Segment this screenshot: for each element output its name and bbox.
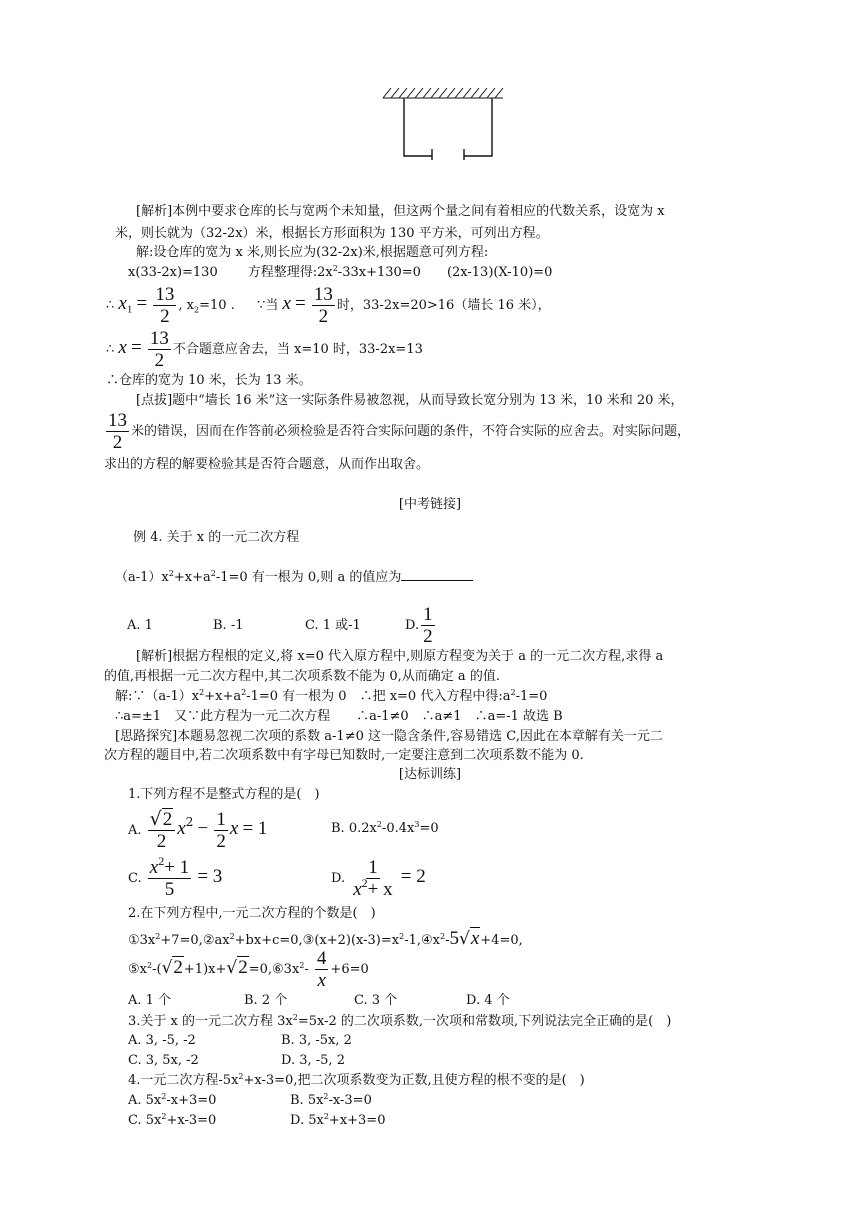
q3-options-row-2 — [128, 1052, 345, 1070]
answer-blank — [401, 566, 473, 581]
option-c: C. 3 个 — [354, 993, 398, 1008]
example4-thinking-2: 次方程的题目中,若二次项系数中有字母已知数时,一定要注意到二次项系数不能为 0. — [104, 748, 584, 763]
option-c: C. 1 或-1 — [305, 618, 361, 633]
option-d: D. $5x^2+x+3=0$ — [290, 1112, 386, 1128]
fraction-13-over-2: $\frac{13}{2}$ — [108, 410, 127, 453]
fraction-13-over-2: $\frac{13}{2}$ — [313, 284, 333, 327]
option-b: B. -1 — [213, 618, 244, 633]
option-c: C. $5x^2+x-3=0$ — [128, 1112, 217, 1128]
q1-option-d: D. $\frac{1}{x^2+ x}$ = 2 — [331, 857, 426, 900]
option-c: C. 3, 5x, -2 — [128, 1053, 199, 1068]
example4-title: 例 4. 关于 x 的一元二次方程 — [133, 530, 300, 545]
option-a: A. 3, -5, -2 — [128, 1033, 196, 1048]
solution-line-1: 解:设仓库的宽为 x 米,则长应为(32-2x)米,根据题意可列方程: — [136, 245, 489, 260]
equation-original: x(33-2x)=130 — [128, 265, 218, 280]
option-d: D. — [405, 618, 420, 633]
option-b: B. 3, -5x, 2 — [281, 1033, 352, 1048]
fraction-13-over-2: $\frac{13}{2}$ — [155, 284, 175, 327]
option-a: A. 1 个 — [128, 993, 172, 1008]
tip-line-1: [点拔]题中“墙长 16 米”这一实际条件易被忽视，从而导致长宽分别为 13 米，10 米和 20 米， — [136, 393, 684, 408]
equation-factored: (2x-13)(X-10)=0 — [446, 265, 553, 280]
fraction-1-over-2: $\frac{1}{2}$ — [423, 604, 433, 647]
fraction-13-over-2: $\frac{13}{2}$ — [149, 328, 169, 371]
q1-stem: 1.下列方程不是整式方程的是( ) — [128, 787, 320, 802]
q2-equations-line-2: $⑤x^2-(√2+1)x+√2=0,⑥3x^2-$ $\frac{4}{x}$ +6=0 — [128, 948, 369, 991]
option-d: D. 3, -5, 2 — [281, 1053, 345, 1068]
option-d: D. 4 个 — [466, 993, 510, 1008]
reject-line: ∴ x = $\frac{13}{2}$ 不合题意应舍去，当 x=10 时，33-2x=13 — [106, 328, 423, 371]
q2-options — [128, 992, 510, 1010]
q4-stem: 4.一元二次方程$-5x^2+x-3=0$,把二次项系数变为正数,且使方程的根不变的是( ) — [128, 1072, 585, 1088]
q3-stem: 3.关于 x 的一元二次方程 $3x^2=5x-2$ 的二次项系数,一次项和常数项,下列说法完全正确的是( ) — [128, 1013, 672, 1029]
option-b: B. 2 个 — [244, 993, 288, 1008]
q1-option-b: B. $0.2x^2-0.4x^3=0$ — [331, 820, 439, 836]
solution-line-2: x(33-2x)=130 方程整理得$:2x^2-33x+130=0$ (2x-13)(X-10)=0 — [128, 264, 553, 280]
q4-options-row-1 — [128, 1092, 372, 1110]
tip-line-2: $\frac{13}{2}$ 米的错误，因而在作答前必须检验是否符合实际问题的条件，不符合实际的应舍去。对实际问题， — [108, 410, 691, 453]
q1-option-c: C. $\frac{x^2+ 1}{5}$ = 3 — [128, 854, 223, 900]
q3-options-row-1 — [128, 1032, 352, 1050]
wall-hatching — [383, 88, 503, 98]
option-b: B. $5x^2-x-3=0$ — [290, 1092, 372, 1108]
example4-solution-1: 解$:\because(a-1)x^2+x+a^2-1=0$ 有一根为 0 ∴把 x=0 代入方程中得$:a^2-1=0$ — [115, 688, 548, 704]
section-heading-link: [中考链接] — [398, 497, 462, 512]
warehouse-diagram — [378, 84, 508, 160]
equation-arranged: 方程整理得:2x — [247, 265, 333, 280]
option-a: A. $5x^2-x+3=0$ — [128, 1092, 217, 1108]
q2-stem: 2.在下列方程中,一元二次方程的个数是( ) — [128, 906, 376, 921]
option-a: A. 1 — [127, 618, 153, 633]
example4-analysis-1: [解析]根据方程根的定义,将 x=0 代入原方程中,则原方程变为关于 a 的一元二次方程,求得 a — [136, 649, 664, 664]
analysis-line-2: 米，则长就为（32-2x）米，根据长方形面积为 130 平方米，可列出方程。 — [115, 226, 549, 241]
example4-options — [127, 604, 437, 647]
example4-solution-2: ∴a=±1 又∵此方程为一元二次方程 ∴a-1≠0 ∴a≠1 ∴a=-1 故选 B — [115, 709, 563, 724]
example4-analysis-2: 的值,再根据一元二次方程中,其二次项系数不能为 0,从而确定 a 的值. — [104, 669, 500, 684]
example4-question: $(a-1)x^2+x+a^2-1=0$ 有一根为 0,则 a 的值应为 — [115, 566, 473, 587]
q2-equations-line-1: $①3x^2+7=0,②ax^2+bx+c=0,③(x+2)(x-3)=x^2-1,④x^2-5√x+4=0$, — [128, 928, 523, 949]
warehouse-outline — [404, 98, 492, 160]
analysis-line-1: [解析]本例中要求仓库的长与宽两个未知量，但这两个量之间有着相应的代数关系，设宽为 x — [136, 204, 665, 219]
section-heading-train: [达标训练] — [398, 767, 462, 782]
example4-thinking-1: [思路探究]本题易忽视二次项的系数 a-1≠0 这一隐含条件,容易错选 C,因此在本章解有关一元二 — [115, 729, 663, 744]
q1-option-a: A. $\frac{√2}{2}$ $x^2$ − $\frac{1}{2}$ x = 1 — [128, 808, 268, 852]
tip-line-3: 求出的方程的解要检验其是否符合题意，从而作出取舍。 — [104, 457, 430, 472]
conclusion-line: ∴仓库的宽为 10 米，长为 13 米。 — [106, 373, 312, 388]
q4-options-row-2 — [128, 1112, 385, 1130]
roots-line: ∴ $x_1$ = $\frac{13}{2}$ , $x_2=10$ . ∵当 x = $\frac{13}{2}$ 时，33-2x=20>16（墙长 16 米）， — [106, 284, 551, 327]
